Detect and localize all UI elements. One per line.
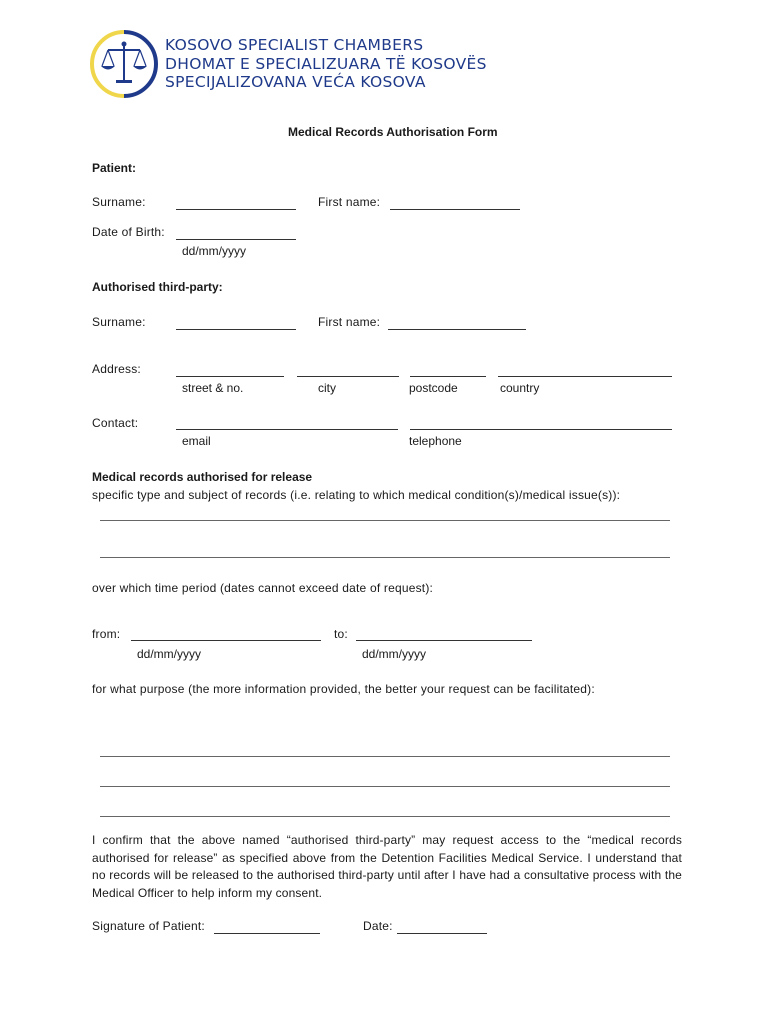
purpose-prompt: for what purpose (the more information provided, the better your request can be facilitated): <box>92 682 595 696</box>
org-name-english: KOSOVO SPECIALIST CHAMBERS <box>165 36 424 54</box>
records-type-input-1[interactable] <box>100 506 668 520</box>
records-heading: Medical records authorised for release <box>92 470 313 484</box>
signature-label: Signature of Patient: <box>92 919 205 933</box>
email-line <box>176 429 398 430</box>
from-date-hint: dd/mm/yyyy <box>137 647 202 661</box>
email-input[interactable] <box>176 415 396 429</box>
third-party-surname-input[interactable] <box>176 315 294 329</box>
from-date-input[interactable] <box>131 626 319 640</box>
patient-surname-line <box>176 209 296 210</box>
to-date-input[interactable] <box>356 626 530 640</box>
patient-dob-label: Date of Birth: <box>92 225 165 239</box>
date-line <box>397 933 487 934</box>
country-input[interactable] <box>498 362 670 376</box>
kosovo-specialist-chambers-logo <box>90 30 158 98</box>
period-prompt: over which time period (dates cannot exceed date of request): <box>92 581 434 595</box>
postcode-line <box>410 376 486 377</box>
form-title: Medical Records Authorisation Form <box>288 125 498 139</box>
from-date-line <box>131 640 321 641</box>
purpose-input-2[interactable] <box>100 772 668 786</box>
street-line <box>176 376 284 377</box>
patient-dob-input[interactable] <box>176 225 294 239</box>
city-line <box>297 376 399 377</box>
telephone-hint: telephone <box>409 434 462 448</box>
org-name-albanian: DHOMAT E SPECIALIZUARA TË KOSOVËS <box>165 55 487 73</box>
contact-label: Contact: <box>92 416 139 430</box>
patient-dob-line <box>176 239 296 240</box>
records-type-input-2[interactable] <box>100 543 668 557</box>
telephone-line <box>410 429 672 430</box>
patient-first-name-label: First name: <box>318 195 381 209</box>
date-label: Date: <box>363 919 393 933</box>
records-type-line-2 <box>100 557 670 558</box>
records-type-prompt: specific type and subject of records (i.e. relating to which medical condition(s)/medical issue(s)): <box>92 488 621 502</box>
consent-statement: I confirm that the above named “authorised third-party” may request access to the “medical records authorised for release” as specified above from the Detention Facilities Medical Service. I understand that no records will be released to the authorised third-party until after I have had a consultative process with the Medical Officer to help inform my consent. <box>92 833 682 900</box>
address-label: Address: <box>92 362 141 376</box>
telephone-input[interactable] <box>410 415 670 429</box>
postcode-input[interactable] <box>410 362 484 376</box>
street-input[interactable] <box>176 362 282 376</box>
from-label: from: <box>92 627 121 641</box>
patient-surname-input[interactable] <box>176 195 294 209</box>
city-input[interactable] <box>297 362 397 376</box>
signature-line <box>214 933 320 934</box>
email-hint: email <box>182 434 211 448</box>
patient-dob-hint: dd/mm/yyyy <box>182 244 247 258</box>
patient-surname-label: Surname: <box>92 195 146 209</box>
purpose-line-2 <box>100 786 670 787</box>
purpose-line-3 <box>100 816 670 817</box>
patient-heading: Patient: <box>92 161 137 175</box>
to-date-hint: dd/mm/yyyy <box>362 647 427 661</box>
signature-input[interactable] <box>214 919 318 933</box>
third-party-heading: Authorised third-party: <box>92 280 223 294</box>
city-hint: city <box>318 381 336 395</box>
third-party-surname-line <box>176 329 296 330</box>
scales-of-justice-icon <box>90 30 158 98</box>
third-party-first-name-label: First name: <box>318 315 381 329</box>
country-hint: country <box>500 381 540 395</box>
third-party-first-name-line <box>388 329 526 330</box>
country-line <box>498 376 672 377</box>
to-date-line <box>356 640 532 641</box>
records-type-line-1 <box>100 520 670 521</box>
purpose-input-3[interactable] <box>100 802 668 816</box>
third-party-surname-label: Surname: <box>92 315 146 329</box>
to-label: to: <box>334 627 348 641</box>
purpose-line-1 <box>100 756 670 757</box>
org-name-serbian: SPECIJALIZOVANA VEĆA KOSOVA <box>165 73 426 91</box>
date-input[interactable] <box>397 919 485 933</box>
street-hint: street & no. <box>182 381 244 395</box>
purpose-input-1[interactable] <box>100 742 668 756</box>
third-party-first-name-input[interactable] <box>388 315 524 329</box>
patient-first-name-line <box>390 209 520 210</box>
postcode-hint: postcode <box>409 381 458 395</box>
patient-first-name-input[interactable] <box>390 195 518 209</box>
